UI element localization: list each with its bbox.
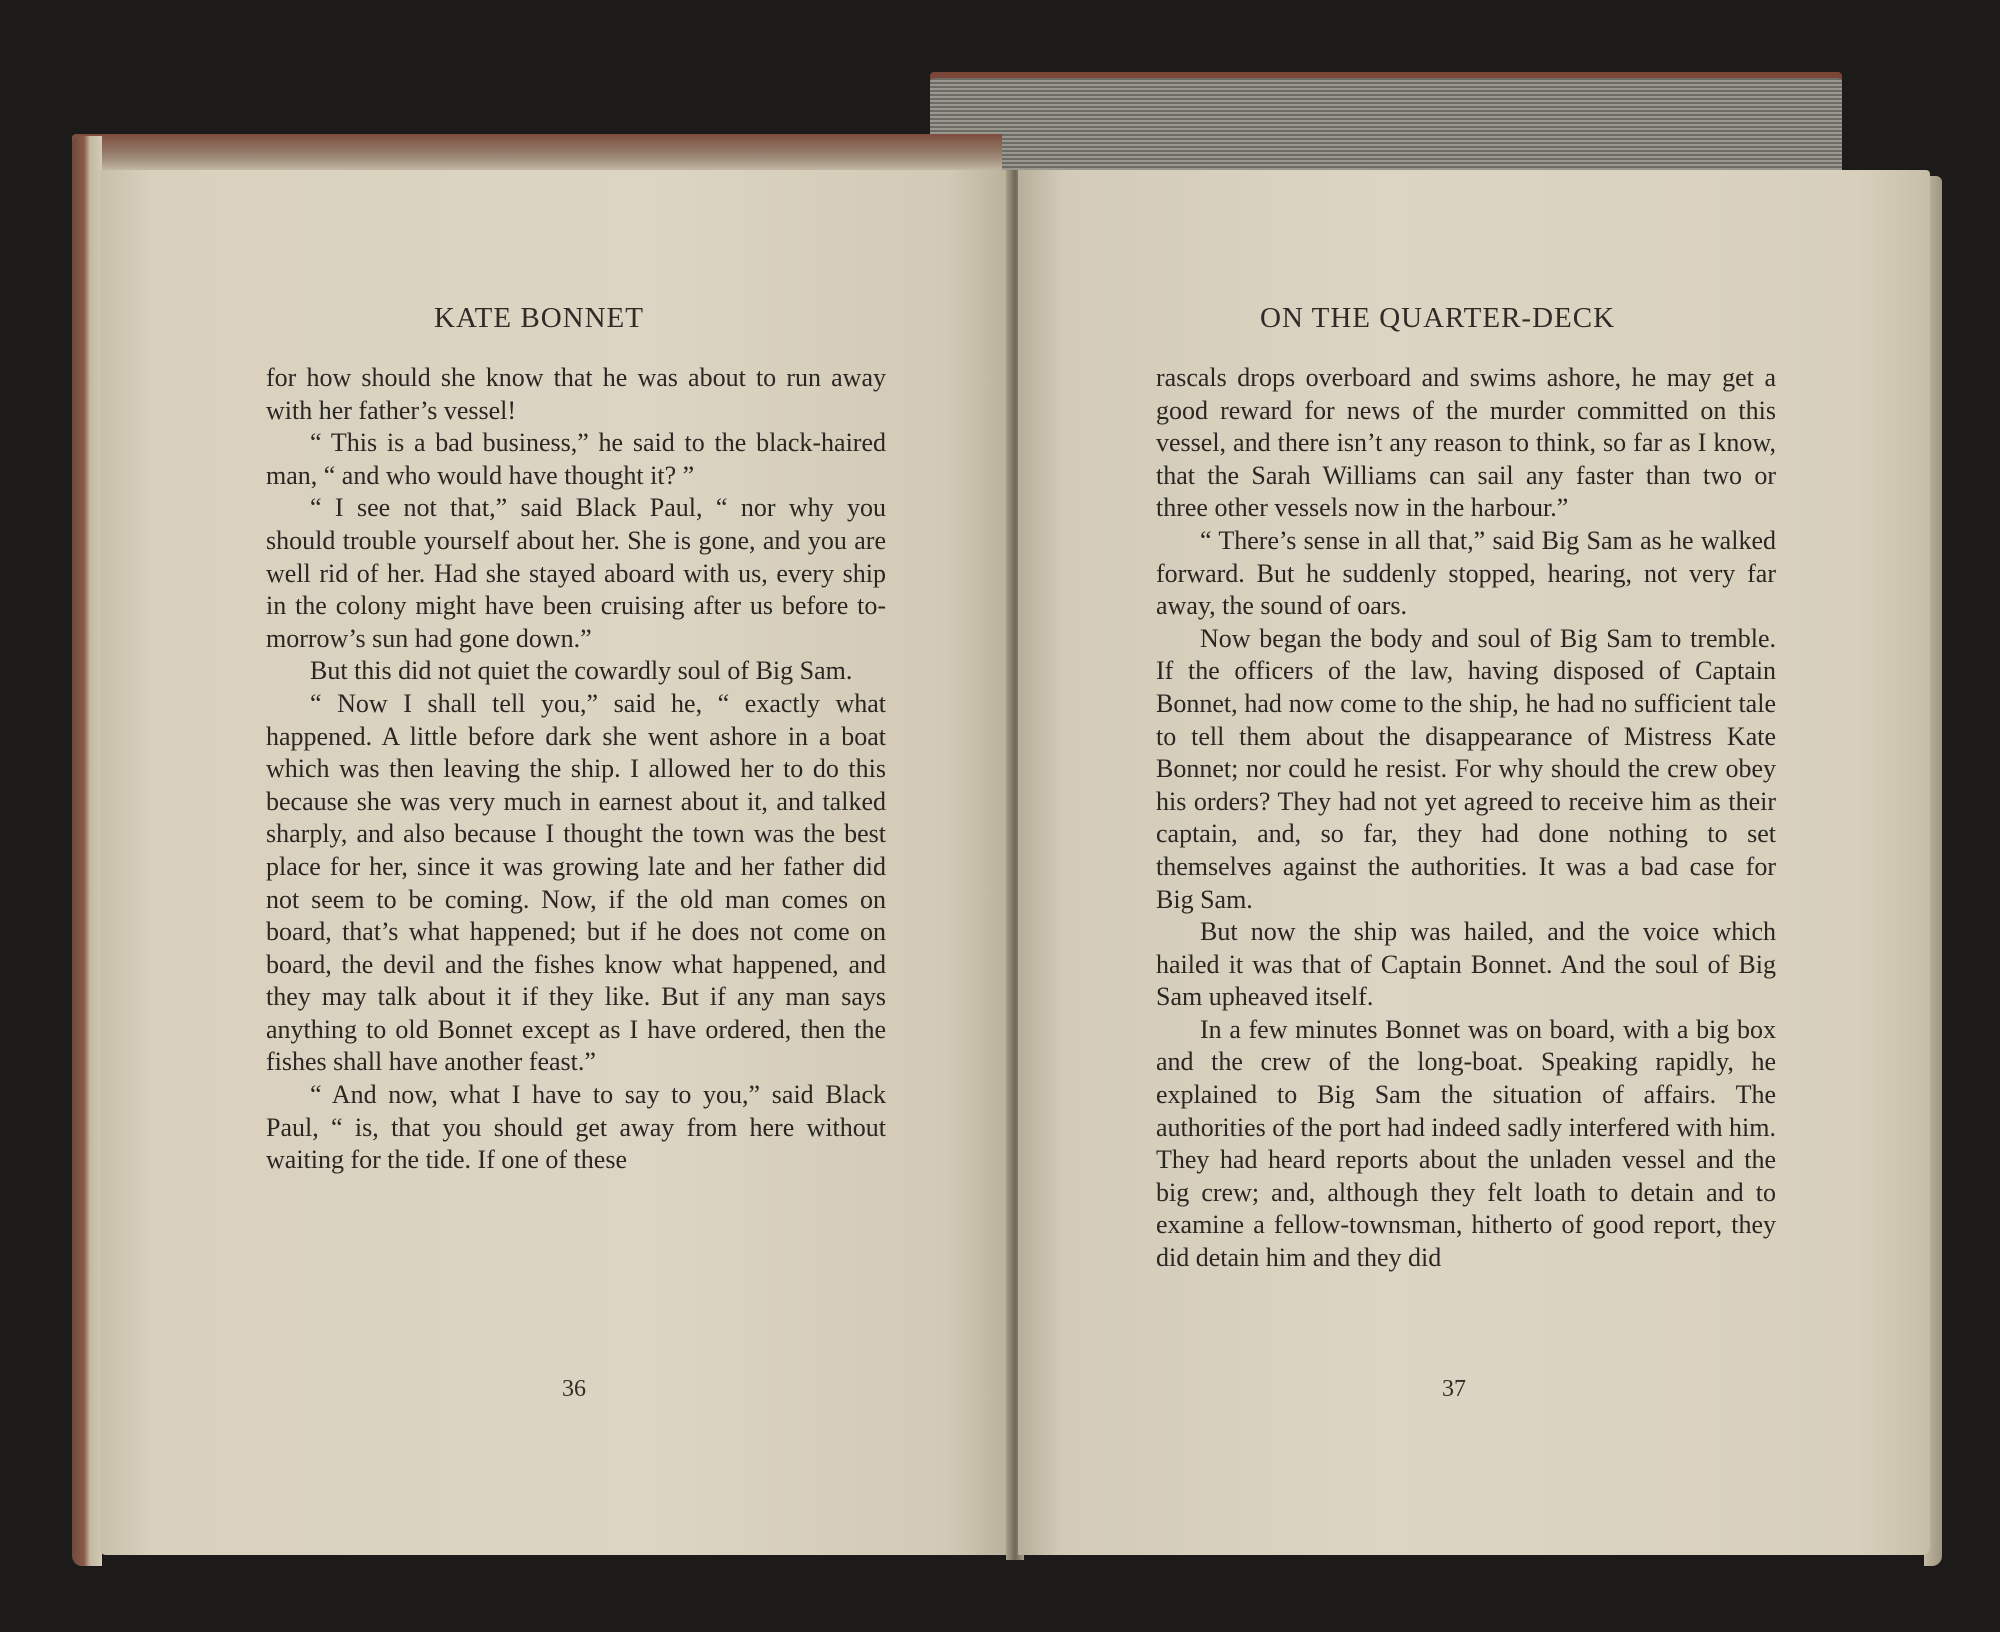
paragraph: “ I see not that,” said Black Paul, “ nor why you should trouble yourself about her. She is gone, and you are well rid of her. Had she stayed aboard with us, every ship in the colony might have been cruising after us before to-morrow’s sun had gone down.” — [266, 493, 886, 653]
running-head-left: KATE BONNET — [434, 302, 644, 334]
paragraph: But now the ship was hailed, and the voice which hailed it was that of Captain Bonnet. And the soul of Big Sam upheaved itself. — [1156, 917, 1776, 1012]
paragraph: Now began the body and soul of Big Sam to tremble. If the officers of the law, having disposed of Captain Bonnet, had now come to the ship, he had no sufficient tale to tell them about the disappearance of Mistress Kate Bonnet; nor could he resist. For why should the crew obey his orders? They had not yet agreed to receive him as their captain, and, so far, they had done nothing to set themselves against the authorities. It was a bad case for Big Sam. — [1156, 623, 1776, 914]
right-page-text — [1156, 362, 1776, 1275]
right-page — [1018, 170, 1930, 1555]
left-cover-edge — [72, 134, 1002, 174]
left-page-text — [266, 362, 886, 1177]
paragraph: for how should she know that he was about to run away with her father’s vessel! — [266, 363, 886, 425]
left-page-stack — [72, 136, 102, 1566]
paragraph: “ Now I shall tell you,” said he, “ exactly what happened. A little before dark she went ashore in a boat which was then leaving the ship. I allowed her to do this because she was very much in earnest about it, and talked sharply, and also because I thought the town was the best place for her, since it was growing late and her father did not seem to be coming. Now, if the old man comes on board, that’s what happened; but if he does not come on board, the devil and the fishes know what happened, and they may talk about it if they like. But if any man says anything to old Bonnet except as I have ordered, then the fishes shall have another feast.” — [266, 688, 886, 1077]
running-head-right: ON THE QUARTER-DECK — [1260, 302, 1616, 334]
paragraph: “ There’s sense in all that,” said Big Sam as he walked forward. But he suddenly stopped, hearing, not very far away, the sound of oars. — [1156, 525, 1776, 621]
page-number-right: 37 — [1442, 1376, 1466, 1402]
paragraph: But this did not quiet the cowardly soul of Big Sam. — [310, 656, 853, 686]
page-block-edges — [930, 78, 1842, 176]
page-number-left: 36 — [562, 1376, 586, 1402]
paragraph: “ And now, what I have to say to you,” said Black Paul, “ is, that you should get away from here without waiting for the tide. If one of these — [266, 1080, 886, 1175]
paragraph: rascals drops overboard and swims ashore, he may get a good reward for news of the murder committed on this vessel, and there isn’t any reason to think, so far as I know, that the Sarah Williams can sail any faster than two or three other vessels now in the harbour.” — [1156, 363, 1776, 523]
left-page — [100, 170, 1012, 1555]
paragraph: In a few minutes Bonnet was on board, with a big box and the crew of the long-boat. Speaking rapidly, he explained to Big Sam the situation of affairs. The authorities of the port had indeed sadly interfered with him. They had heard reports about the unladen vessel and the big crew; and, although they felt loath to detain and to examine a fellow-townsman, hitherto of good report, they did detain him and they did — [1156, 1014, 1776, 1273]
paragraph: “ This is a bad business,” he said to the black-haired man, “ and who would have thought it? ” — [266, 428, 886, 490]
